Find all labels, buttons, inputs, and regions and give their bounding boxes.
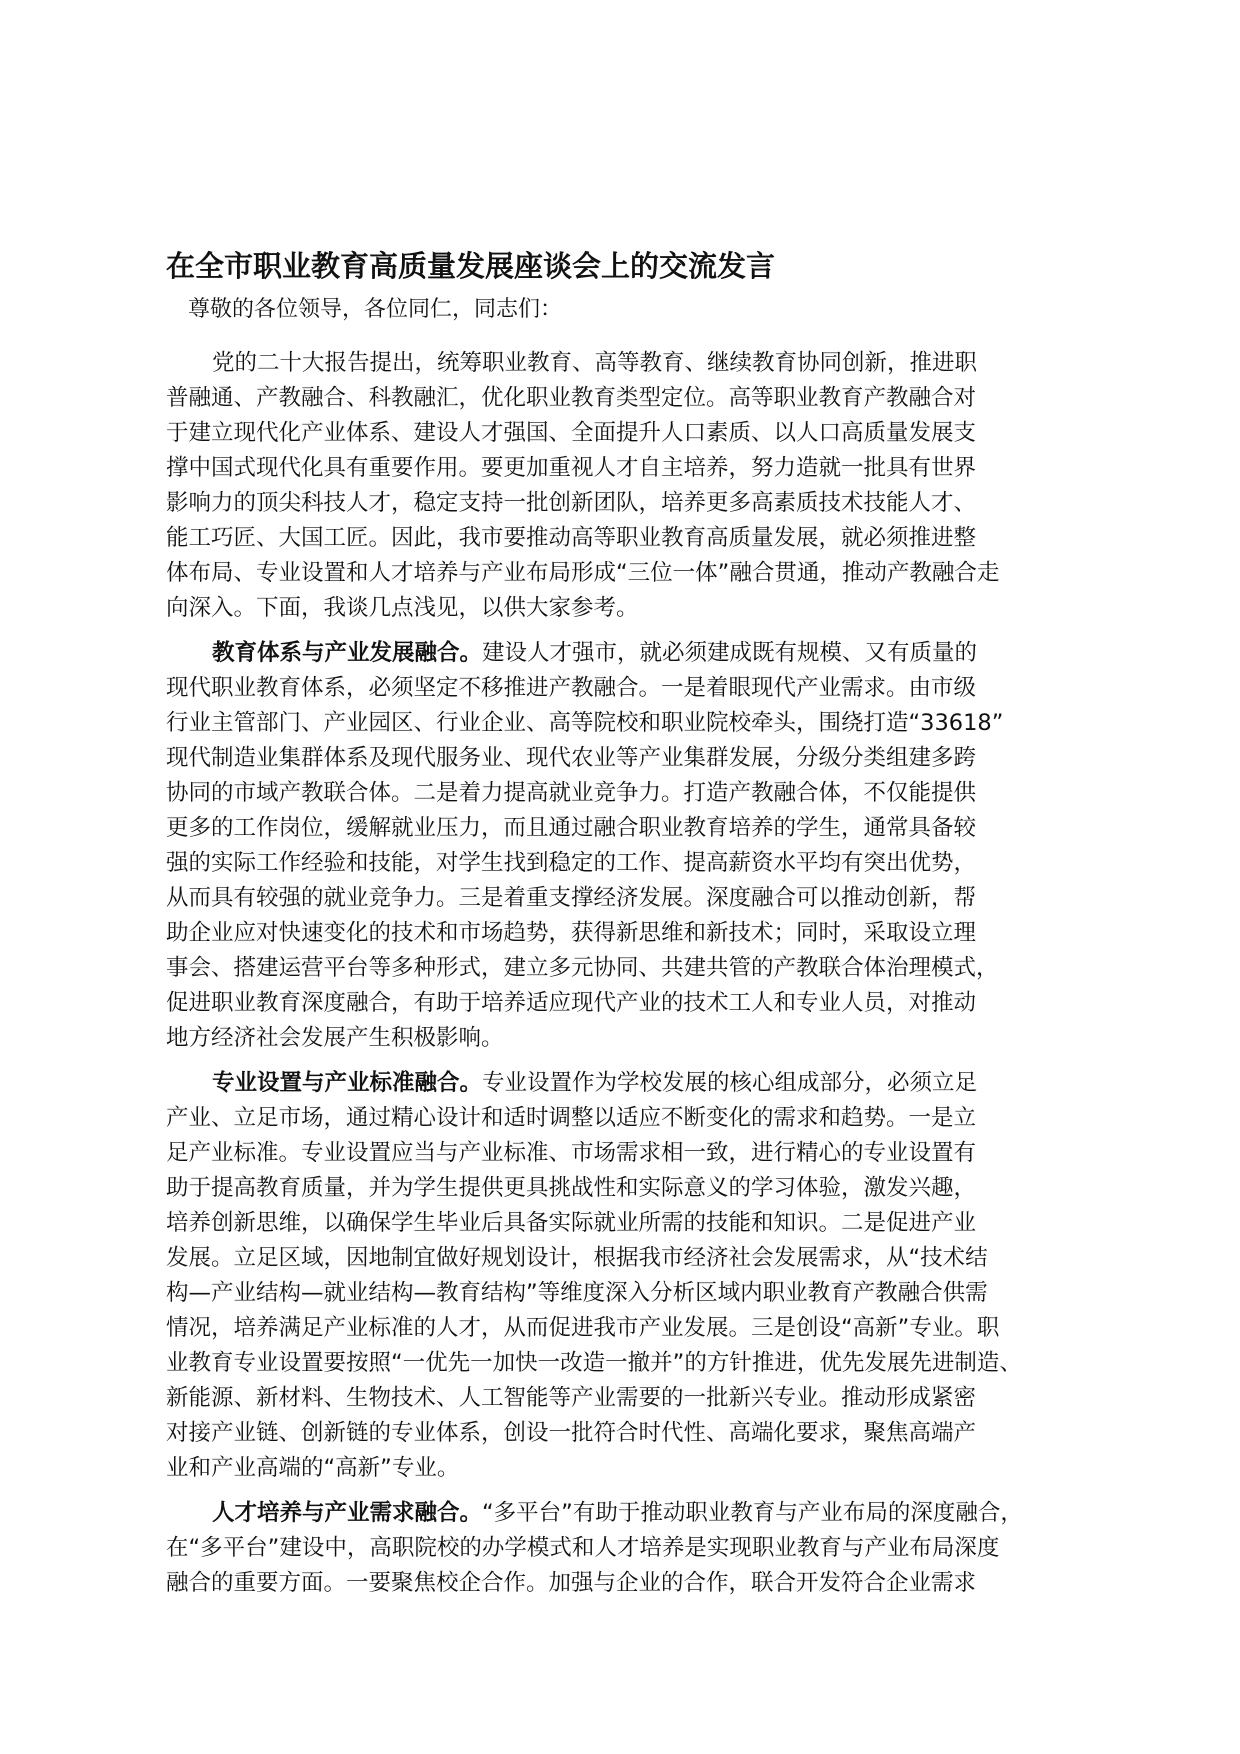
paragraph-line-text: 于建立现代化产业体系、建设人才强国、全面提升人口素质、以人口高质量发展支 xyxy=(166,420,977,446)
paragraph-line xyxy=(166,591,1096,626)
paragraph-line-text: 融合的重要方面。一要聚焦校企合作。加强与企业的合作，联合开发符合企业需求 xyxy=(166,1570,977,1596)
paragraph-line xyxy=(166,636,1096,671)
paragraph-line-text: 地方经济社会发展产生积极影响。 xyxy=(166,1025,504,1051)
paragraph-line-text: 撑中国式现代化具有重要作用。要更加重视人才自主培养，努力造就一批具有世界 xyxy=(166,455,977,481)
salutation: 尊敬的各位领导，各位同仁，同志们： xyxy=(188,297,563,322)
paragraph-line-text: 从而具有较强的就业竞争力。三是着重支撑经济发展。深度融合可以推动创新，帮 xyxy=(166,885,977,911)
paragraph-line xyxy=(166,1531,1096,1566)
paragraph-line-text: 发展。立足区域，因地制宜做好规划设计，根据我市经济社会发展需求，从“技术结 xyxy=(166,1245,988,1271)
paragraph-line xyxy=(166,951,1096,986)
paragraph-line-text: 协同的市域产教联合体。二是着力提高就业竞争力。打造产教融合体，不仅能提供 xyxy=(166,780,977,806)
paragraph-line xyxy=(166,1171,1096,1206)
paragraph-line xyxy=(166,916,1096,951)
paragraph-line-text: 党的二十大报告提出，统筹职业教育、高等教育、继续教育协同创新，推进职 xyxy=(212,350,978,376)
paragraph-line-text: 建设人才强市，就必须建成既有规模、又有质量的 xyxy=(482,640,978,666)
paragraph-line xyxy=(166,346,1096,381)
paragraph-line-text: 产业、立足市场，通过精心设计和适时调整以适应不断变化的需求和趋势。一是立 xyxy=(166,1105,977,1131)
paragraph-line xyxy=(166,1066,1096,1101)
paragraph-line-text: 更多的工作岗位，缓解就业压力，而且通过融合职业教育培养的学生，通常具备较 xyxy=(166,815,977,841)
paragraph-line-text: 专业设置作为学校发展的核心组成部分，必须立足 xyxy=(482,1070,978,1096)
paragraph-lead-heading: 专业设置与产业标准融合。 xyxy=(212,1070,483,1096)
paragraph-line xyxy=(166,1311,1096,1346)
paragraph-line xyxy=(166,1101,1096,1136)
body-paragraph xyxy=(166,1066,1096,1486)
paragraph-line xyxy=(166,521,1096,556)
paragraph-line-text: 培养创新思维，以确保学生毕业后具备实际就业所需的技能和知识。二是促进产业 xyxy=(166,1210,977,1236)
paragraph-line-text: 业和产业高端的“高新”专业。 xyxy=(166,1455,460,1481)
paragraph-line-text: 普融通、产教融合、科教融汇，优化职业教育类型定位。高等职业教育产教融合对 xyxy=(166,385,977,411)
paragraph-line-text: 足产业标准。专业设置应当与产业标准、市场需求相一致，进行精心的专业设置有 xyxy=(166,1140,977,1166)
paragraph-line xyxy=(166,1496,1096,1531)
paragraph-line-text: 对接产业链、创新链的专业体系，创设一批符合时代性、高端化要求，聚焦高端产 xyxy=(166,1420,977,1446)
body-paragraph xyxy=(166,346,1096,626)
paragraph-lead-heading: 人才培养与产业需求融合。 xyxy=(212,1500,483,1526)
paragraph-line xyxy=(166,741,1096,776)
paragraph-line-text: 在“多平台”建设中，高职院校的办学模式和人才培养是实现职业教育与产业布局深度 xyxy=(166,1535,1000,1561)
paragraph-line xyxy=(166,381,1096,416)
paragraph-line-text: 助于提高教育质量，并为学生提供更具挑战性和实际意义的学习体验，激发兴趣， xyxy=(166,1175,977,1201)
paragraph-line-text: 影响力的顶尖科技人才，稳定支持一批创新团队，培养更多高素质技术技能人才、 xyxy=(166,490,977,516)
paragraph-line-text: 能工巧匠、大国工匠。因此，我市要推动高等职业教育高质量发展，就必须推进整 xyxy=(166,525,977,551)
paragraph-line xyxy=(166,671,1096,706)
paragraph-line-text: 现代制造业集群体系及现代服务业、现代农业等产业集群发展，分级分类组建多跨 xyxy=(166,745,977,771)
paragraph-line xyxy=(166,1136,1096,1171)
body-paragraph xyxy=(166,1496,1096,1601)
paragraph-line-text: 向深入。下面，我谈几点浅见，以供大家参考。 xyxy=(166,595,639,621)
paragraph-line-text: 情况，培养满足产业标准的人才，从而促进我市产业发展。三是创设“高新”专业。职 xyxy=(166,1315,1000,1341)
paragraph-lead-heading: 教育体系与产业发展融合。 xyxy=(212,640,483,666)
paragraph-line-text: “多平台”有助于推动职业教育与产业布局的深度融合， xyxy=(482,1500,1023,1526)
paragraph-line xyxy=(166,706,1096,741)
paragraph-line xyxy=(166,451,1096,486)
paragraph-line-text: 现代职业教育体系，必须坚定不移推进产教融合。一是着眼现代产业需求。由市级 xyxy=(166,675,977,701)
body-paragraph xyxy=(166,636,1096,1056)
paragraph-line-text: 体布局、专业设置和人才培养与产业布局形成“三位一体”融合贯通，推动产教融合走 xyxy=(166,560,1000,586)
paragraph-line xyxy=(166,1416,1096,1451)
paragraph-line xyxy=(166,776,1096,811)
paragraph-line xyxy=(166,1451,1096,1486)
paragraph-line xyxy=(166,1241,1096,1276)
document-body xyxy=(166,246,1096,1611)
paragraph-line-text: 行业主管部门、产业园区、行业企业、高等院校和职业院校牵头，围绕打造“33618” xyxy=(166,710,1004,736)
paragraph-line-text: 业教育专业设置要按照“一优先一加快一改造一撤并”的方针推进，优先发展先进制造、 xyxy=(166,1350,1022,1376)
paragraph-line xyxy=(166,1566,1096,1601)
paragraph-line xyxy=(166,1381,1096,1416)
paragraph-line xyxy=(166,1206,1096,1241)
paragraph-list xyxy=(166,346,1096,1601)
paragraph-line xyxy=(166,556,1096,591)
paragraph-line-text: 助企业应对快速变化的技术和市场趋势，获得新思维和新技术；同时，采取设立理 xyxy=(166,920,977,946)
paragraph-line-text: 强的实际工作经验和技能，对学生找到稳定的工作、提高薪资水平均有突出优势， xyxy=(166,850,977,876)
paragraph-line-text: 事会、搭建运营平台等多种形式，建立多元协同、共建共管的产教联合体治理模式， xyxy=(166,955,999,981)
paragraph-line xyxy=(166,1346,1096,1381)
paragraph-line xyxy=(166,881,1096,916)
paragraph-line-text: 促进职业教育深度融合，有助于培养适应现代产业的技术工人和专业人员，对推动 xyxy=(166,990,977,1016)
paragraph-line xyxy=(166,846,1096,881)
paragraph-line xyxy=(166,1276,1096,1311)
paragraph-line xyxy=(166,986,1096,1021)
paragraph-line xyxy=(166,811,1096,846)
paragraph-line xyxy=(166,486,1096,521)
paragraph-line-text: 构—产业结构—就业结构—教育结构”等维度深入分析区域内职业教育产教融合供需 xyxy=(166,1280,988,1306)
paragraph-line xyxy=(166,1021,1096,1056)
paragraph-line xyxy=(166,416,1096,451)
paragraph-line-text: 新能源、新材料、生物技术、人工智能等产业需要的一批新兴专业。推动形成紧密 xyxy=(166,1385,977,1411)
document-title: 在全市职业教育高质量发展座谈会上的交流发言 xyxy=(166,249,776,283)
